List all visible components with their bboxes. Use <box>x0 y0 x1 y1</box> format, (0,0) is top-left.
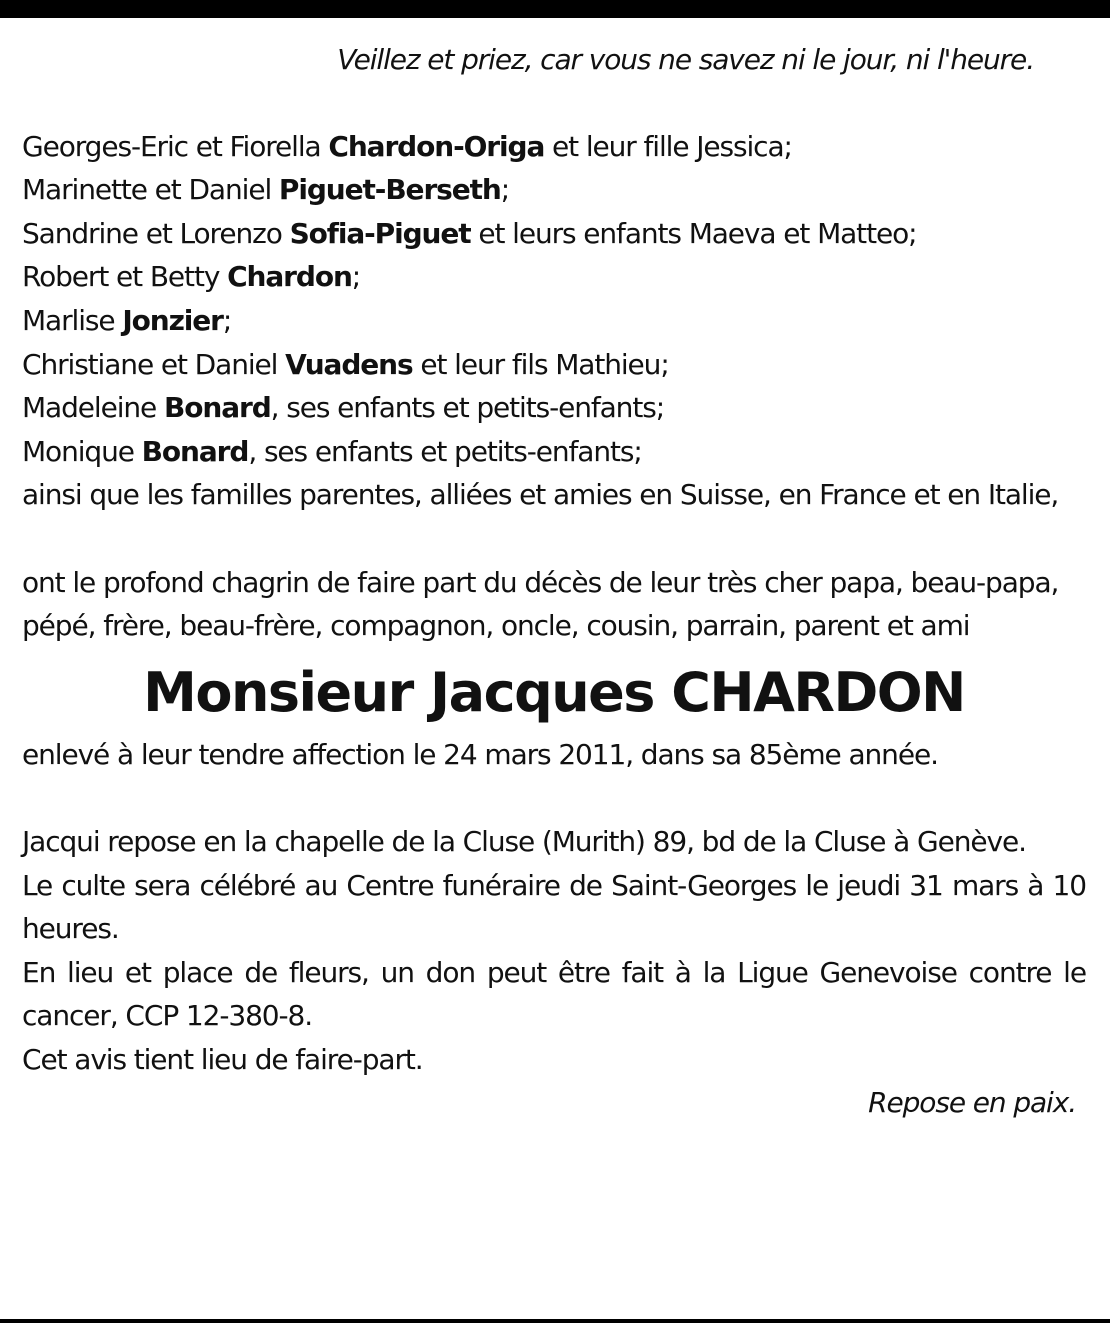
family-surname: Chardon-Origa <box>328 129 545 163</box>
extended-families: ainsi que les familles parentes, alliées et amies en Suisse, en France et en Italie, <box>22 478 1059 512</box>
family-surname: Bonard <box>141 434 249 468</box>
top-rule <box>0 0 1110 18</box>
family-suffix: ; <box>500 173 510 207</box>
family-surname: Vuadens <box>285 347 413 381</box>
death-notice <box>22 38 1086 1125</box>
family-line <box>22 255 1086 299</box>
family-suffix: , ses enfants et petits-enfants; <box>248 434 642 468</box>
family-line <box>22 299 1086 343</box>
detail-line: Jacqui repose en la chapelle de la Cluse (Murith) 89, bd de la Cluse à Genève. <box>22 824 1026 858</box>
detail-line: Cet avis tient lieu de faire-part. <box>22 1042 423 1076</box>
family-first-names: Marinette et Daniel <box>22 173 279 207</box>
family-line <box>22 125 1086 169</box>
family-suffix: et leur fille Jessica; <box>544 129 792 163</box>
family-surname: Jonzier <box>122 303 223 337</box>
family-line <box>22 212 1086 256</box>
family-line <box>22 343 1086 387</box>
family-surname: Bonard <box>163 391 271 425</box>
deceased-name: Monsieur Jacques CHARDON <box>143 660 965 724</box>
family-surname: Piguet-Berseth <box>278 173 501 207</box>
paragraph-gap <box>22 776 1086 820</box>
family-suffix: et leur fils Mathieu; <box>412 347 669 381</box>
family-line <box>22 430 1086 474</box>
family-suffix: , ses enfants et petits-enfants; <box>270 391 665 425</box>
epigraph: Veillez et priez, car vous ne savez ni le jour, ni l'heure. <box>337 43 1034 76</box>
family-first-names: Georges-Eric et Fiorella <box>22 129 329 163</box>
detail-line: En lieu et place de fleurs, un don peut être fait à la Ligue Genevoise contre le cancer, CCP 12-380-8. <box>22 955 1086 1033</box>
closing-phrase: Repose en paix. <box>868 1086 1076 1120</box>
family-first-names: Robert et Betty <box>22 260 228 294</box>
family-surname: Sofia-Piguet <box>289 216 471 250</box>
family-first-names: Monique <box>22 434 142 468</box>
death-date-line: enlevé à leur tendre affection le 24 mars 2011, dans sa 85ème année. <box>22 737 938 771</box>
family-first-names: Sandrine et Lorenzo <box>22 216 290 250</box>
family-line <box>22 168 1086 212</box>
family-first-names: Marlise <box>22 303 123 337</box>
detail-line: Le culte sera célébré au Centre funéraire de Saint-Georges le jeudi 31 mars à 10 heures. <box>22 868 1086 946</box>
family-list <box>22 125 1086 474</box>
family-line <box>22 386 1086 430</box>
family-suffix: et leurs enfants Maeva et Matteo; <box>470 216 917 250</box>
announcement: ont le profond chagrin de faire part du décès de leur très cher papa, beau-papa, pépé, frère, beau-frère, compagnon, oncle, cousin, parrain, parent et ami <box>22 565 1059 643</box>
family-first-names: Madeleine <box>22 391 164 425</box>
paragraph-gap <box>22 517 1086 561</box>
family-first-names: Christiane et Daniel <box>22 347 286 381</box>
family-suffix: ; <box>222 303 232 337</box>
family-suffix: ; <box>351 260 361 294</box>
bottom-rule <box>0 1319 1110 1323</box>
family-surname: Chardon <box>227 260 352 294</box>
